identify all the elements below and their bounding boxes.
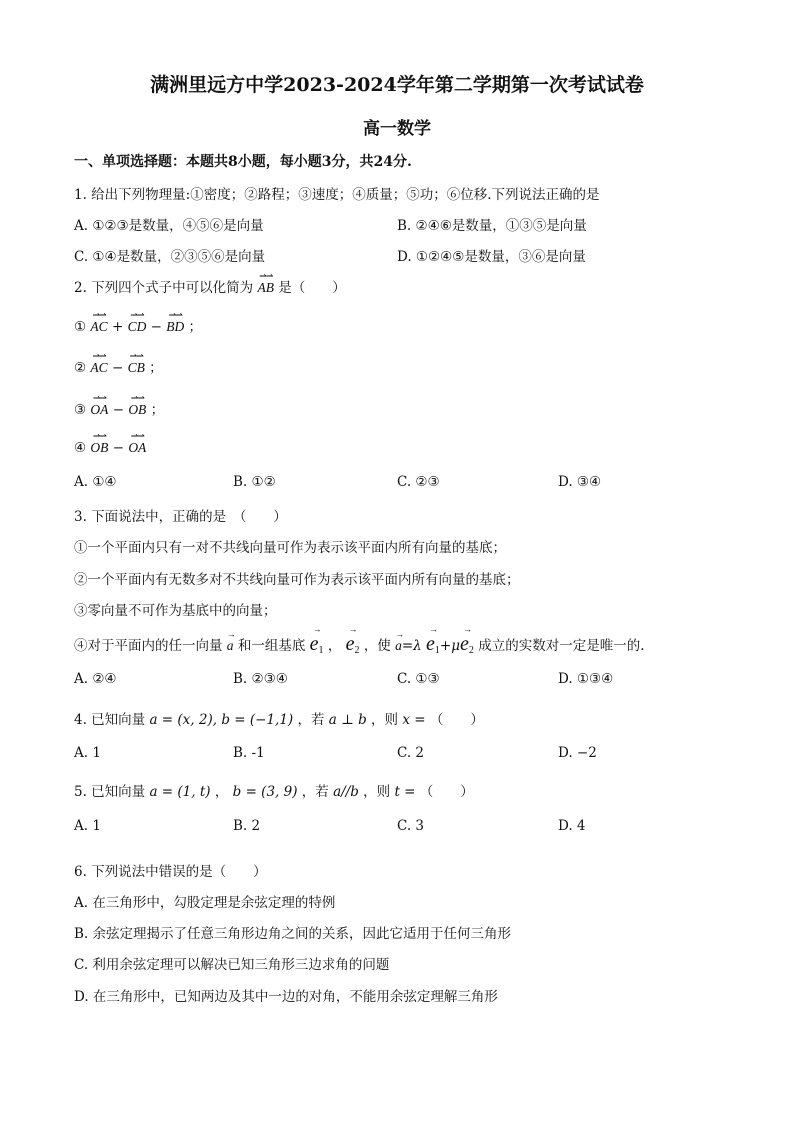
q4-vector-b: b = (−1,1) [221, 712, 294, 728]
exam-title: 满洲里远方中学2023-2024学年第二学期第一次考试试卷 [150, 74, 644, 96]
q5-stem [74, 780, 474, 800]
q2-item-2-num: ② [74, 360, 87, 376]
q3-stem: 3. 下面说法中，正确的是 （ ） [74, 509, 287, 525]
q4-option-d: D. −2 [558, 745, 597, 761]
q4-stem-end: （ ） [429, 712, 484, 728]
vector-label: AC [90, 360, 108, 375]
q4-stem-pre: 4. 已知向量 [74, 712, 146, 728]
subscript: 1 [318, 645, 324, 656]
operator: − [112, 402, 125, 418]
q5-unknown: t = [394, 784, 416, 800]
vector-ob: ⇀⇀ OB [128, 393, 147, 417]
section-heading: 一、单项选择题：本题共8小题，每小题3分，共24分. [74, 154, 412, 170]
q5-stem-mid: ，若 [301, 784, 329, 800]
vector-label: CD [127, 319, 147, 334]
q5-parallel-condition: a//b [333, 784, 359, 800]
plus-mu: +μ [439, 638, 461, 654]
q4-stem [74, 708, 484, 728]
q1-option-b: B. ②④⑥是数量，①③⑤是向量 [397, 218, 587, 234]
vector-label: e [460, 633, 469, 655]
operator: − [150, 319, 162, 335]
q5-vector-b: b = (3, 9) [232, 784, 298, 800]
q6-option-a: A. 在三角形中，勾股定理是余弦定理的特例 [74, 895, 336, 911]
q4-stem-post: ，则 [371, 712, 399, 728]
vector-bd: ⇀⇀ BD [166, 310, 185, 334]
vector-label: a [226, 638, 234, 653]
q3-s4-use: ，使 [363, 638, 391, 654]
vector-label: e [345, 633, 355, 655]
vector-ab: ⇀⇀ AB [257, 271, 274, 295]
q5-vector-a: a = (1, t) [149, 784, 211, 800]
q6-option-b: B. 余弦定理揭示了任意三角形边角之间的关系，因此它适用于任何三角形 [74, 926, 512, 942]
vector-oa: ⇀⇀ OA [128, 431, 147, 455]
vector-e2: → $e_2$ [460, 624, 474, 656]
q2-item-1-num: ① [74, 319, 87, 335]
q4-option-b: B. -1 [233, 745, 265, 761]
q2-option-a: A. ①④ [74, 474, 117, 490]
q5-stem-post: ，则 [363, 784, 391, 800]
q2-option-d: D. ③④ [558, 474, 602, 490]
q4-stem-mid: ，若 [297, 712, 325, 728]
q2-item-3-num: ③ [74, 402, 87, 418]
vector-label: e [309, 633, 319, 655]
vector-label: BD [166, 319, 185, 334]
q3-s4-pre: ④对于平面内的任一向量 [74, 638, 223, 654]
q2-item-1 [74, 310, 203, 335]
vector-cb: ⇀⇀ CB [127, 351, 145, 375]
vector-label: AC [90, 319, 108, 334]
separator: ； [150, 402, 165, 418]
vector-label: OB [128, 402, 147, 417]
vector-e1: → $e_1$ [426, 624, 440, 656]
vector-label: OB [90, 440, 109, 455]
q1-option-a: A. ①②③是数量，④⑤⑥是向量 [74, 218, 264, 234]
q5-option-c: C. 3 [397, 818, 425, 834]
q5-option-a: A. 1 [74, 818, 101, 834]
separator: ； [149, 360, 163, 376]
vector-e2: → $e_2$ [345, 624, 360, 656]
vector-label: a [395, 638, 402, 653]
q2-stem-pre: 2. 下列四个式子中可以化简为 [74, 280, 254, 296]
q2-item-4-num: ④ [74, 440, 87, 456]
q3-statement-4 [74, 624, 645, 656]
operator: + [111, 319, 124, 335]
q1-option-d: D. ①②④⑤是数量，③⑥是向量 [397, 249, 586, 265]
separator: ， [327, 638, 342, 654]
subscript: 2 [354, 645, 360, 656]
q2-option-c: C. ②③ [397, 474, 440, 490]
q6-option-d: D. 在三角形中，已知两边及其中一边的对角，不能用余弦定理解三角形 [74, 989, 498, 1005]
q3-statement-2: ②一个平面内有无数多对不共线向量可作为表示该平面内所有向量的基底； [74, 572, 520, 588]
q5-option-b: B. 2 [233, 818, 261, 834]
q3-statement-1: ①一个平面内只有一对不共线向量可作为表示该平面内所有向量的基底； [74, 540, 506, 556]
q3-s4-post: 成立的实数对一定是唯一的. [478, 638, 645, 654]
q5-stem-pre: 5. 已知向量 [74, 784, 146, 800]
q5-option-d: D. 4 [558, 818, 586, 834]
vector-a: → a [226, 629, 235, 653]
q1-option-c: C. ①④是数量，②③⑤⑥是向量 [74, 249, 266, 265]
q2-option-b: B. ①② [233, 474, 276, 490]
q3-statement-3: ③零向量不可作为基底中的向量； [74, 603, 277, 619]
vector-a: → a [395, 629, 404, 653]
vector-ob: ⇀⇀ OB [90, 431, 109, 455]
q3-option-c: C. ①③ [397, 671, 440, 687]
separator: ； [188, 319, 203, 335]
vector-label: e [426, 633, 435, 655]
q6-stem: 6. 下列说法中错误的是（ ） [74, 864, 267, 880]
q4-perp-condition: a ⊥ b [328, 712, 367, 728]
vector-label: OA [90, 402, 109, 417]
q4-option-a: A. 1 [74, 745, 101, 761]
vector-ab-label: AB [257, 280, 274, 295]
q3-option-d: D. ①③④ [558, 671, 614, 687]
vector-oa: ⇀⇀ OA [90, 393, 109, 417]
q3-s4-mid: 和一组基底 [237, 638, 306, 654]
q2-stem-post: 是（ ） [278, 280, 346, 296]
separator: ， [214, 784, 229, 800]
q2-stem [74, 271, 346, 296]
vector-ac: ⇀⇀ AC [90, 351, 108, 375]
vector-label: OA [128, 440, 147, 455]
subscript: 1 [434, 645, 440, 656]
operator: − [111, 360, 124, 376]
equals-lambda: =λ [401, 638, 422, 654]
q1-stem: 1. 给出下列物理量:①密度；②路程；③速度；④质量；⑤功；⑥位移.下列说法正确的是 [74, 187, 600, 203]
q2-item-4 [74, 431, 147, 456]
operator: − [112, 440, 125, 456]
q4-unknown: x = [402, 712, 426, 728]
q2-item-3 [74, 393, 165, 418]
subscript: 2 [468, 645, 474, 656]
q3-option-a: A. ②④ [74, 671, 117, 687]
vector-cd: ⇀⇀ CD [127, 310, 147, 334]
q3-option-b: B. ②③④ [233, 671, 288, 687]
q2-item-2 [74, 351, 163, 376]
q4-option-c: C. 2 [397, 745, 425, 761]
exam-subtitle: 高一数学 [363, 119, 431, 139]
vector-label: CB [127, 360, 145, 375]
q4-vector-a: a = (x, 2), [149, 712, 218, 728]
vector-ac: ⇀⇀ AC [90, 310, 108, 334]
q5-stem-end: （ ） [419, 784, 474, 800]
q6-option-c: C. 利用余弦定理可以解决已知三角形三边求角的问题 [74, 957, 390, 973]
vector-e1: → $e_1$ [309, 624, 324, 656]
